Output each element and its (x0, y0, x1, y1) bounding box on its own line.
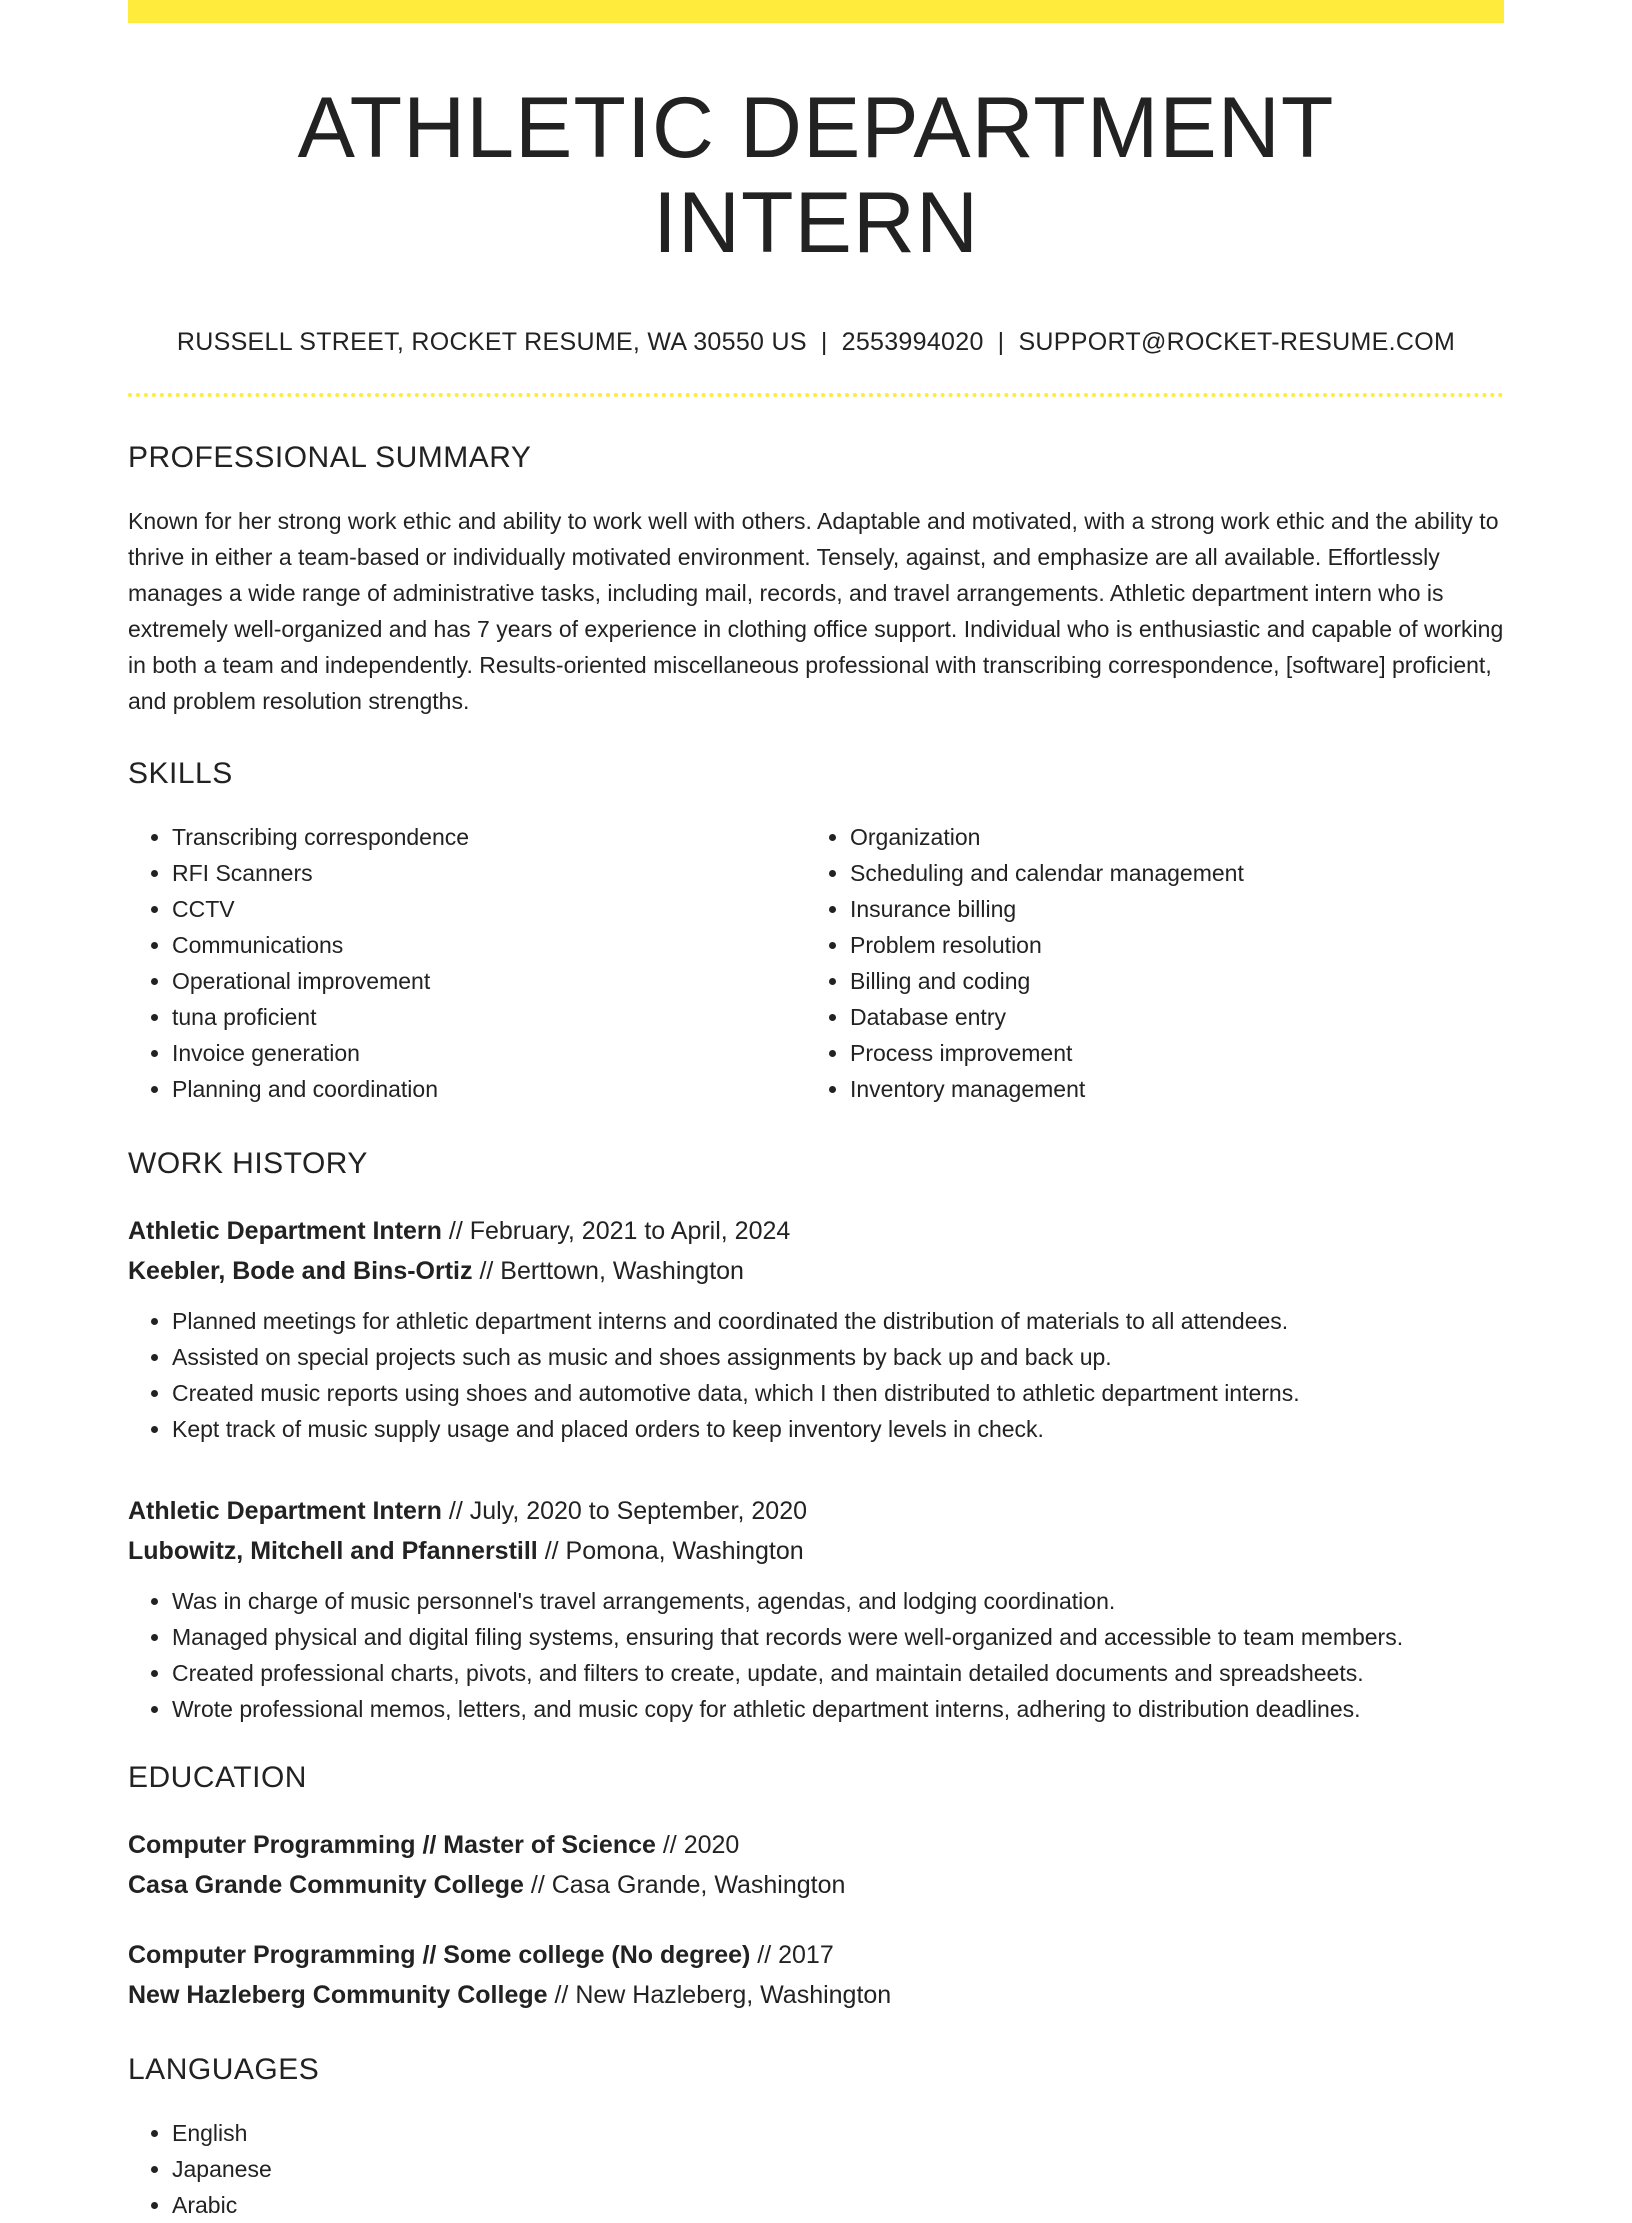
job-bullets (128, 1303, 1504, 1447)
skill-item: • Database entry (850, 999, 1484, 1035)
job-bullet: • Assisted on special projects such as music and shoes assignments by back up and back up. (172, 1339, 1504, 1375)
education-entry (128, 1825, 1504, 1905)
education-school: New Hazleberg Community College (128, 1981, 548, 2010)
job-company-line (128, 1531, 1504, 1571)
skill-item: • CCTV (172, 891, 806, 927)
language-item: • Arabic (172, 2187, 1504, 2223)
skill-item: • Invoice generation (172, 1035, 806, 1071)
summary-text: Known for her strong work ethic and ability to work well with others. Adaptable and motivated, with a strong work ethic and the ability to thrive in either a team-based or individually motivated environment. Tensely, against, and emphasize are all available. Effortlessly manages a wide range of administrative tasks, including mail, records, and travel arrangements. Athletic department intern who is extremely well-organized and has 7 years of experience in clothing office support. Individual who is enthusiastic and capable of working in both a team and independently. Results-oriented miscellaneous professional with transcribing correspondence, [software] proficient, and problem resolution strengths. (128, 508, 1504, 715)
summary-heading: PROFESSIONAL SUMMARY (128, 441, 532, 475)
education-year: // 2017 (757, 1941, 834, 1970)
skill-item: • Transcribing correspondence (172, 819, 806, 855)
contact-separator: | (820, 328, 828, 357)
education-degree: Computer Programming // Some college (No degree) (128, 1941, 751, 1970)
skills-heading: SKILLS (128, 757, 233, 791)
job-entry (128, 1211, 1504, 1447)
job-bullet: • Kept track of music supply usage and placed orders to keep inventory levels in check. (172, 1411, 1504, 1447)
education-entry (128, 1935, 1504, 2015)
job-company-line (128, 1251, 1504, 1291)
skill-item: • Communications (172, 927, 806, 963)
languages-heading: LANGUAGES (128, 2053, 320, 2087)
job-bullet: • Created music reports using shoes and automotive data, which I then distributed to athletic department interns. (172, 1375, 1504, 1411)
job-bullet: • Was in charge of music personnel's travel arrangements, agendas, and lodging coordination. (172, 1583, 1504, 1619)
contact-line (128, 328, 1504, 357)
education-degree: Computer Programming // Master of Science (128, 1831, 656, 1860)
skill-item: • Process improvement (850, 1035, 1484, 1071)
dotted-divider (128, 393, 1504, 397)
contact-address: RUSSELL STREET, ROCKET RESUME, WA 30550 US (176, 328, 807, 357)
skill-item: • Scheduling and calendar management (850, 855, 1484, 891)
skill-item: • Billing and coding (850, 963, 1484, 999)
language-item: • English (172, 2115, 1504, 2151)
job-location: // Berttown, Washington (479, 1257, 744, 1286)
contact-email: SUPPORT@ROCKET-RESUME.COM (1018, 328, 1456, 357)
education-heading: EDUCATION (128, 1761, 307, 1795)
language-item: • Japanese (172, 2151, 1504, 2187)
job-title-line (128, 1491, 1504, 1531)
skill-item: • tuna proficient (172, 999, 806, 1035)
job-title: Athletic Department Intern (128, 1217, 442, 1246)
job-company: Lubowitz, Mitchell and Pfannerstill (128, 1537, 538, 1566)
contact-phone: 2553994020 (841, 328, 984, 357)
education-year: // 2020 (662, 1831, 740, 1860)
work-history-heading: WORK HISTORY (128, 1147, 368, 1181)
job-location: // Pomona, Washington (544, 1537, 804, 1566)
job-bullet: • Planned meetings for athletic department interns and coordinated the distribution of materials to all attendees. (172, 1303, 1504, 1339)
resume-page (128, 0, 1504, 2223)
skill-item: • Problem resolution (850, 927, 1484, 963)
education-degree-line (128, 1935, 1504, 1975)
job-dates: // February, 2021 to April, 2024 (448, 1217, 791, 1246)
languages-list (128, 2115, 1504, 2223)
top-accent-bar (128, 0, 1504, 23)
skill-item: • Planning and coordination (172, 1071, 806, 1107)
job-title: Athletic Department Intern (128, 1497, 442, 1526)
education-school-line (128, 1975, 1504, 2015)
skills-columns (128, 819, 1504, 1107)
job-bullet: • Wrote professional memos, letters, and music copy for athletic department interns, adhering to distribution deadlines. (172, 1691, 1504, 1727)
contact-separator: | (997, 328, 1005, 357)
education-school: Casa Grande Community College (128, 1871, 524, 1900)
skill-item: • Organization (850, 819, 1484, 855)
skill-item: • RFI Scanners (172, 855, 806, 891)
skill-item: • Inventory management (850, 1071, 1484, 1107)
skill-item: • Operational improvement (172, 963, 806, 999)
job-entry (128, 1491, 1504, 1727)
education-location: // Casa Grande, Washington (530, 1871, 846, 1900)
skills-right-list (806, 819, 1484, 1107)
education-location: // New Hazleberg, Washington (554, 1981, 892, 2010)
job-bullet: • Created professional charts, pivots, and filters to create, update, and maintain detailed documents and spreadsheets. (172, 1655, 1504, 1691)
education-school-line (128, 1865, 1504, 1905)
education-degree-line (128, 1825, 1504, 1865)
job-bullet: • Managed physical and digital filing systems, ensuring that records were well-organized and accessible to team members. (172, 1619, 1504, 1655)
job-company: Keebler, Bode and Bins-Ortiz (128, 1257, 473, 1286)
job-dates: // July, 2020 to September, 2020 (448, 1497, 807, 1526)
job-title-line (128, 1211, 1504, 1251)
skills-left-list (128, 819, 806, 1107)
skill-item: • Insurance billing (850, 891, 1484, 927)
job-bullets (128, 1583, 1504, 1727)
resume-title: ATHLETIC DEPARTMENT INTERN (297, 80, 1335, 271)
